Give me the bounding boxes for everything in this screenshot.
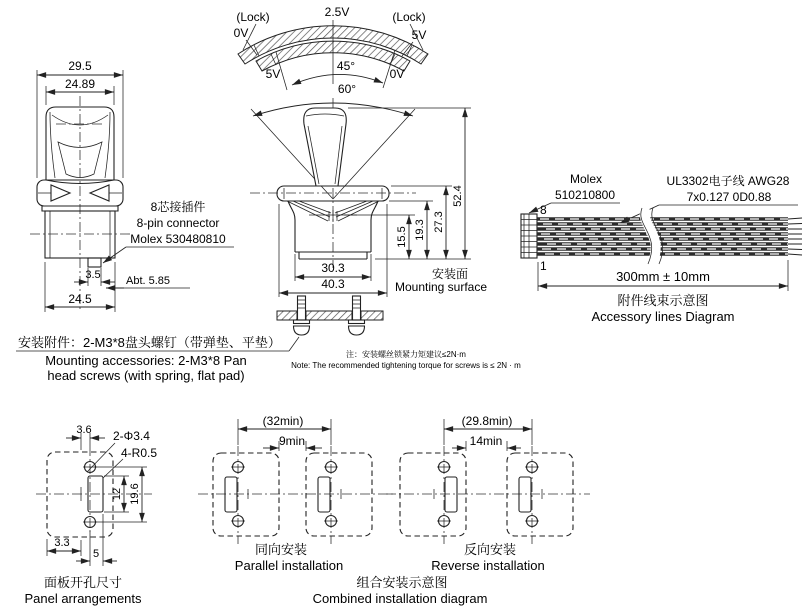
harness-connector-part: 510210800	[554, 188, 616, 202]
panel-arrangement	[24, 424, 157, 606]
dim-52-4: 52.4	[452, 185, 464, 207]
holes-callout: 2-Φ3.4	[113, 429, 150, 443]
side-view	[30, 59, 234, 312]
harness-connector-name: Molex	[569, 172, 603, 186]
mounting-surface-zh: 安装面	[431, 267, 469, 281]
accessories-label-en-2: head screws (with spring, flat pad)	[47, 368, 245, 383]
dim-abt-5-85: Abt. 5.85	[126, 275, 171, 287]
label-5v-top-right: 5V	[411, 28, 427, 42]
reverse-panel-left	[400, 446, 466, 544]
parallel-installation	[198, 414, 396, 573]
combined-title-zh: 组合安装示意图	[356, 575, 448, 590]
torque-note-en: Note: The recommended tightening torque for screws is ≤ 2N · m	[291, 361, 521, 370]
connector-label-zh: 8芯接插件	[150, 200, 206, 214]
dim-3-3: 3.3	[54, 537, 70, 549]
wire-tips	[788, 218, 802, 255]
label-60-deg: 60°	[337, 82, 357, 96]
reverse-title-zh: 反向安装	[463, 542, 517, 557]
dim-29-5: 29.5	[68, 59, 92, 73]
label-0v-top-left: 0V	[233, 26, 249, 40]
dim-3-5: 3.5	[85, 269, 101, 281]
dim-30-3: 30.3	[321, 261, 345, 275]
pin-1-label: 1	[540, 259, 547, 273]
accessories-label-zh: 安装附件：2-M3*8盘头螺钉（带弹垫、平垫）	[18, 335, 281, 350]
pin-8-label: 8	[540, 203, 547, 217]
wire-spec-detail: 7x0.127 0D0.88	[686, 190, 772, 204]
mounting-notes	[16, 335, 521, 383]
parallel-title-en: Parallel installation	[234, 558, 344, 573]
dim-24-5: 24.5	[68, 292, 92, 306]
parallel-panel-left	[213, 446, 279, 544]
dim-24-89: 24.89	[64, 77, 96, 91]
combined-title-en: Combined installation diagram	[312, 591, 488, 606]
front-view	[234, 5, 488, 297]
wire-spec-zh: UL3302电子线 AWG28	[666, 174, 790, 188]
label-0v-bottom-right: 0V	[389, 67, 405, 81]
label-lock-right: (Lock)	[392, 10, 426, 24]
dim-19-6: 19.6	[129, 483, 141, 505]
dim-3-6: 3.6	[76, 424, 92, 436]
connector-part-number: Molex 530480810	[130, 232, 226, 246]
dim-9min: 9min	[278, 434, 306, 448]
connector-label-en: 8-pin connector	[136, 216, 220, 230]
label-5v-bottom-left: 5V	[265, 67, 281, 81]
dim-300mm: 300mm ± 10mm	[616, 269, 710, 284]
label-45-deg: 45°	[336, 59, 356, 73]
mounting-surface-en: Mounting surface	[394, 280, 488, 294]
combined-title	[313, 575, 488, 606]
dim-40-3: 40.3	[321, 277, 345, 291]
torque-note-zh: 注：安装螺丝锁紧力矩建议≤2N·m	[346, 350, 466, 359]
reverse-title-en: Reverse installation	[431, 558, 545, 573]
harness-diagram	[521, 172, 802, 324]
dim-19-3: 19.3	[414, 219, 426, 241]
parallel-panel-right	[306, 446, 372, 544]
screw-section	[277, 296, 383, 335]
dim-32min: (32min)	[262, 414, 304, 428]
panel-title-zh: 面板开孔尺寸	[43, 575, 123, 590]
radius-callout: 4-R0.5	[121, 446, 158, 460]
dim-14min: 14min	[469, 434, 503, 448]
label-2-5v: 2.5V	[324, 5, 350, 19]
label-lock-left: (Lock)	[236, 10, 270, 24]
dim-12: 12	[111, 487, 123, 501]
dim-15-5: 15.5	[396, 226, 408, 248]
parallel-title-zh: 同向安装	[254, 542, 308, 557]
dim-29-8min: (29.8min)	[461, 414, 513, 428]
reverse-panel-right	[507, 446, 573, 544]
harness-title-zh: 附件线束示意图	[617, 293, 709, 308]
dim-5: 5	[92, 548, 100, 560]
accessories-label-en-1: Mounting accessories: 2-M3*8 Pan	[45, 353, 247, 368]
harness-title-en: Accessory lines Diagram	[591, 309, 735, 324]
panel-title-en: Panel arrangements	[24, 591, 142, 606]
reverse-installation	[386, 414, 590, 573]
dim-27-3: 27.3	[433, 211, 445, 233]
